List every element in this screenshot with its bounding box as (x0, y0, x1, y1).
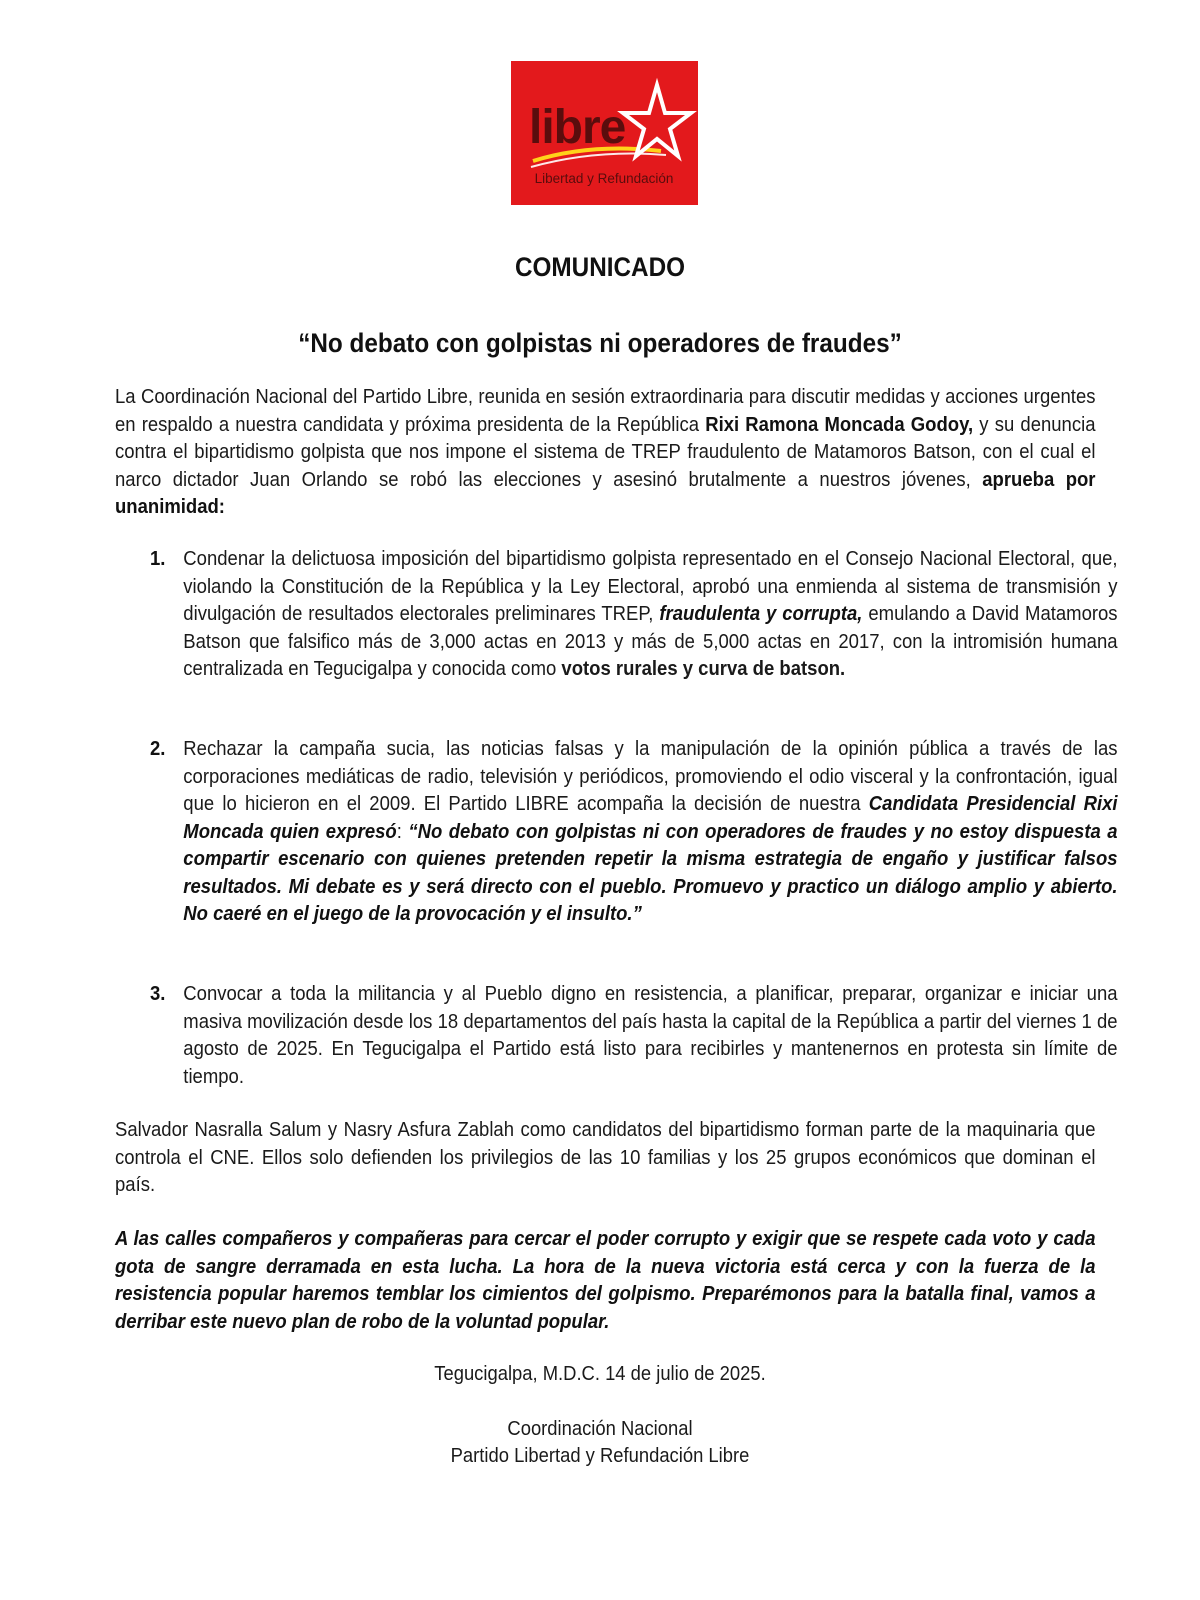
logo-wordmark: libre (529, 101, 626, 154)
candidates-paragraph: Salvador Nasralla Salum y Nasry Asfura Zablah como candidatos del bipartidismo forman parte de la maquinaria que controla el CNE. Ellos solo defienden los privilegios de las 10 familias y los 25 grupos económicos que dominan el país. (115, 1119, 1096, 1196)
item-1-text-b: emulando a David Matamoros Batson que falsifico más de 3,000 actas en 2013 y más de 5,000 actas en 2017, con la intromisión humana centralizada en Tegucigalpa y conocida como (183, 603, 1118, 680)
libre-party-logo (511, 61, 698, 205)
item-2-text-a: Rechazar la campaña sucia, las noticias falsas y la manipulación de la opinión pública a través de las corporaciones mediáticas de radio, televisión y periódicos, promoviendo el odio visceral y la confrontación, igual que lo hicieron en el 2009. El Partido LIBRE acompaña la decisión de nuestra (183, 738, 1118, 815)
place-date: Tegucigalpa, M.D.C. 14 de julio de 2025. (434, 1363, 766, 1385)
item-1-emphasis: fraudulenta y corrupta, (659, 603, 863, 625)
item-2-quote: “No debato con golpistas ni con operadores de fraudes y no estoy dispuesta a compartir escenario con quienes pretenden repetir la misma estrategia de engaño y justificar falsos resultados. Mi debate es y será directo con el pueblo. Promuevo y practico un diálogo amplio y abierto. No caeré en el juego de la provocación y el insulto.” (183, 820, 1118, 925)
item-text (183, 736, 1117, 929)
intro-text-b: y su denuncia contra el bipartidismo golpista que nos impone el sistema de TREP fraudulento de Matamoros Batson, con el cual el narco dictador Juan Orlando se robó las elecciones y asesinó brutalmente a nuestros jóvenes, (115, 413, 1096, 491)
item-2-text-b: : (396, 820, 409, 843)
candidate-name: Rixi Ramona Moncada Godoy, (705, 413, 974, 436)
item-3-text: Convocar a toda la militancia y al Pueblo digno en resistencia, a planificar, preparar, organizar e iniciar una masiva movilización desde los 18 departamentos del país hasta la capital de la República a partir del viernes 1 de agosto de 2025. En Tegucigalpa el Partido está listo para recibirles y mantenernos en protesta sin límite de tiempo. (183, 983, 1118, 1088)
item-number: 2. (150, 738, 166, 760)
logo-tagline: Libertad y Refundación (534, 171, 674, 186)
document-subtitle: “No debato con golpistas ni operadores de fraudes” (298, 328, 902, 358)
item-1-text-a: Condenar la delictuosa imposición del bipartidismo golpista representado en el Consejo Nacional Electoral, que, violando la Constitución de la República y la Ley Electoral, aprobó una enmienda al sistema de transmisión y divulgación de resultados electorales preliminares TREP, (183, 548, 1118, 625)
intro-text-a: La Coordinación Nacional del Partido Libre, reunida en sesión extraordinaria para discutir medidas y acciones urgentes en respaldo a nuestra candidata y próxima presidenta de la República (115, 386, 1096, 436)
closing-call: A las calles compañeros y compañeras para cercar el poder corrupto y exigir que se respete cada voto y cada gota de sangre derramada en esta lucha. La hora de la nueva victoria está cerca y con la fuerza de la resistencia popular haremos temblar los cimientos del golpismo. Preparémonos para la batalla final, vamos a derribar este nuevo plan de robo de la voluntad popular. (115, 1228, 1096, 1333)
document-title: COMUNICADO (514, 252, 686, 282)
intro-paragraph (115, 384, 1096, 522)
item-1-bold-end: votos rurales y curva de batson. (561, 658, 846, 680)
item-number: 1. (150, 548, 166, 570)
item-number: 3. (150, 983, 166, 1005)
intro-resolution: aprueba por unanimidad: (115, 468, 1096, 518)
item-2-emphasis-a: Candidata Presidencial Rixi Moncada quien expresó (183, 793, 1118, 843)
item-text (183, 546, 1117, 684)
signature-line-1: Coordinación Nacional (507, 1418, 693, 1440)
logo-graphic (511, 61, 698, 205)
signature-line-2: Partido Libertad y Refundación Libre (450, 1445, 750, 1467)
